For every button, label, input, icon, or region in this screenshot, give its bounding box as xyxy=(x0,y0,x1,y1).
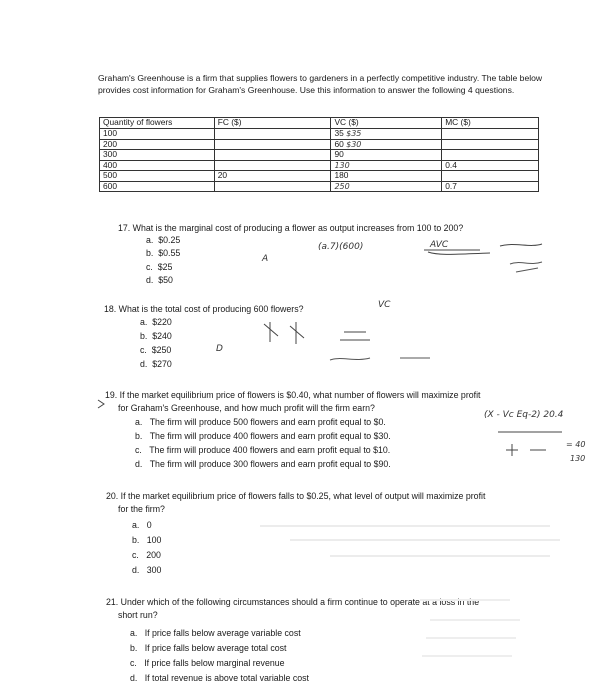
cell-vc xyxy=(331,160,442,171)
question-20-line2: for the firm? xyxy=(118,504,165,514)
cell-mc: 0.7 xyxy=(442,181,539,192)
cell-quantity: 600 xyxy=(100,181,215,192)
handwritten-work-19: (X - Vc Eq-2) 20.4 xyxy=(484,410,564,420)
question-21-line2: short run? xyxy=(118,610,158,620)
cell-vc: 180 xyxy=(331,171,442,182)
option-18c[interactable]: c. $250 xyxy=(140,345,172,355)
table-row xyxy=(100,160,539,171)
option-17a[interactable]: a. $0.25 xyxy=(146,235,181,245)
cell-quantity: 200 xyxy=(100,139,215,150)
handwritten-scribble xyxy=(496,426,566,460)
option-17c[interactable]: c. $25 xyxy=(146,262,173,272)
question-20: 20. If the market equilibrium price of flowers falls to $0.25, what level of output will maximize profit xyxy=(106,491,486,501)
cell-fc xyxy=(214,160,331,171)
question-17: 17. What is the marginal cost of producing a flower as output increases from 100 to 200? xyxy=(118,223,464,233)
option-21a[interactable]: a. If price falls below average variable cost xyxy=(130,628,301,638)
cell-mc xyxy=(442,150,539,161)
cell-mc xyxy=(442,171,539,182)
cell-fc: 20 xyxy=(214,171,331,182)
handwritten-work-19c: 130 xyxy=(570,454,586,463)
handwritten-note: 130 xyxy=(334,160,350,170)
option-21d[interactable]: d. If total revenue is above total variable cost xyxy=(130,673,309,683)
question-21: 21. Under which of the following circumstances should a firm continue to operate at a loss in the xyxy=(106,597,480,607)
option-21b[interactable]: b. If price falls below average total cost xyxy=(130,643,287,653)
header-vc: VC ($) xyxy=(331,118,442,129)
handwritten-note: $35 xyxy=(346,129,362,138)
handwritten-work-19b: = 40 xyxy=(566,440,586,449)
table-row xyxy=(100,129,539,140)
option-20a[interactable]: a. 0 xyxy=(132,520,152,530)
option-19c[interactable]: c. The firm will produce 400 flowers and earn profit equal to $10. xyxy=(135,445,391,455)
option-20b[interactable]: b. 100 xyxy=(132,535,162,545)
cell-quantity: 500 xyxy=(100,171,215,182)
cell-fc xyxy=(214,129,331,140)
handwritten-work-17b: AVC xyxy=(430,240,449,250)
table-header-row xyxy=(100,118,539,129)
option-18a[interactable]: a. $220 xyxy=(140,317,172,327)
handwritten-note: 250 xyxy=(334,181,350,191)
cell-vc xyxy=(331,181,442,192)
option-20c[interactable]: c. 200 xyxy=(132,550,161,560)
table-row xyxy=(100,171,539,182)
option-21c[interactable]: c. If price falls below marginal revenue xyxy=(130,658,285,668)
handwritten-mark-icon xyxy=(96,398,108,410)
header-mc: MC ($) xyxy=(442,118,539,129)
cell-fc xyxy=(214,181,331,192)
option-17d[interactable]: d. $50 xyxy=(146,275,173,285)
handwritten-work-17: (a.7)(600) xyxy=(318,242,364,252)
bleed-through-marks xyxy=(250,510,570,680)
table-row xyxy=(100,150,539,161)
handwritten-scribble xyxy=(420,238,550,278)
question-19-line2: for Graham's Greenhouse, and how much profit will the firm earn? xyxy=(118,403,375,413)
option-19a[interactable]: a. The firm will produce 500 flowers and earn profit equal to $0. xyxy=(135,417,386,427)
handwritten-note: $30 xyxy=(346,139,362,149)
cell-vc: 35 $35 xyxy=(331,129,442,140)
cell-fc xyxy=(214,150,331,161)
header-fc: FC ($) xyxy=(214,118,331,129)
option-18b[interactable]: b. $240 xyxy=(140,331,172,341)
table-row xyxy=(100,139,539,150)
handwritten-answer-17: A xyxy=(262,254,269,264)
cost-table xyxy=(99,117,539,192)
cell-quantity: 400 xyxy=(100,160,215,171)
intro-paragraph: Graham's Greenhouse is a firm that supplies flowers to gardeners in a perfectly competitive industry. The table below provides cost information for Graham's Greenhouse. Use this information to answer the following 4 questions. xyxy=(98,73,543,95)
option-18d[interactable]: d. $270 xyxy=(140,359,172,369)
table-row xyxy=(100,181,539,192)
handwritten-scribble xyxy=(260,318,460,368)
cell-mc xyxy=(442,129,539,140)
handwritten-answer-18: D xyxy=(216,344,223,354)
question-18: 18. What is the total cost of producing 600 flowers? xyxy=(104,304,304,314)
cell-vc: 60 $30 xyxy=(331,139,442,150)
cell-mc xyxy=(442,139,539,150)
handwritten-work-18: VC xyxy=(378,300,391,310)
cell-quantity: 100 xyxy=(100,129,215,140)
question-19: 19. If the market equilibrium price of flowers is $0.40, what number of flowers will maximize profit xyxy=(105,390,481,400)
option-20d[interactable]: d. 300 xyxy=(132,565,162,575)
cell-mc: 0.4 xyxy=(442,160,539,171)
cell-vc: 90 xyxy=(331,150,442,161)
option-19d[interactable]: d. The firm will produce 300 flowers and earn profit equal to $90. xyxy=(135,459,391,469)
cell-quantity: 300 xyxy=(100,150,215,161)
option-17b[interactable]: b. $0.55 xyxy=(146,248,181,258)
header-quantity: Quantity of flowers xyxy=(100,118,215,129)
cell-fc xyxy=(214,139,331,150)
option-19b[interactable]: b. The firm will produce 400 flowers and earn profit equal to $30. xyxy=(135,431,391,441)
